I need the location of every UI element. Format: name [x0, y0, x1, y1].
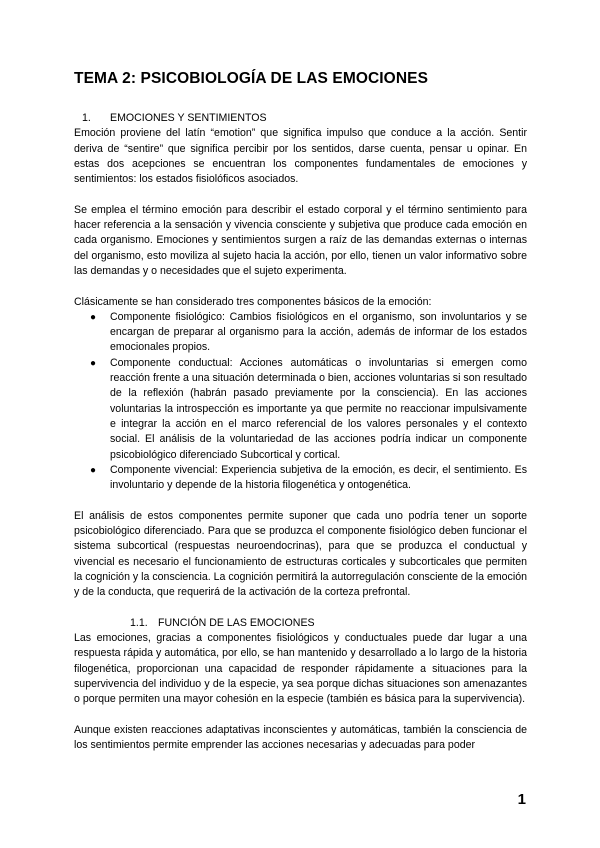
list-item-text: Componente conductual: Acciones automáticas o involuntarias si emergen como reacción frente a una situación determinada o bien, acciones voluntarias si son resultado de la reflexión (habrán pasado previamente por la consciencia). En las acciones voluntarias la introspección es importante ya que permite no reaccionar impulsivamente e integrar la acción en el marco referencial de los valores personales y el contexto social. El análisis de la voluntariedad de las acciones podría indicar un componente psicobiológico diferenciado Subcortical y cortical. [110, 356, 527, 461]
components-list [74, 310, 527, 494]
list-item-text: Componente fisiológico: Cambios fisiológicos en el organismo, son involuntarios y se encargan de preparar al organismo para la acción, además de informar de los estados emocionales propios. [110, 310, 527, 354]
paragraph-adaptive-reactions: Aunque existen reacciones adaptativas inconscientes y automáticas, también la consciencia de los sentimientos permite emprender las acciones necesarias y adecuadas para poder [74, 723, 527, 752]
subsection-title: FUNCIÓN DE LAS EMOCIONES [158, 616, 315, 629]
paragraph-emotion-function: Las emociones, gracias a componentes fisiológicos y conductuales puede dar lugar a una respuesta rápida y automática, por ello, se han mantenido y desarrollado a lo largo de la historia filogenética, proporcionan una capacidad de responder rápidamente a situaciones para la supervivencia del individuo y de la especie, ya sea porque dichas situaciones son amenazantes o porque permiten una mayor cohesión en la especie (también es básica para la supervivencia). [74, 632, 527, 706]
subsection-number: 1.1. [130, 616, 148, 629]
paragraph-emotion-origin: Emoción proviene del latín “emotion” que significa impulso que conduce a la acción. Sentir deriva de “sentire” que significa percibir por los sentidos, darse cuenta, pensar u opinar. En estas dos acepciones se encuentran los componentes fundamentales de emociones y sentimientos: los estados fisiolóficos asociados. [74, 127, 527, 186]
paragraph-emotion-definition: Se emplea el término emoción para describir el estado corporal y el término sentimiento para hacer referencia a la sensación y vivencia consciente y subjetiva que produce cada emoción en cada organismo. Emociones y sentimientos surgen a raíz de las demandas externas o internas del organismo, esto moviliza al sujeto hacia la acción, por ello, tienen un valor informativo sobre las demandas y o necesidades que el sujeto experimenta. [74, 203, 527, 277]
subsection-heading [74, 616, 527, 631]
bullet-icon: ● [90, 311, 97, 323]
document-body [74, 111, 527, 753]
section-heading [74, 111, 527, 126]
bullet-icon: ● [90, 464, 97, 476]
page-number: 1 [517, 791, 526, 808]
list-item [74, 356, 527, 463]
list-item-text: Componente vivencial: Experiencia subjetiva de la emoción, es decir, el sentimiento. Es involuntario y depende de la historia filogenética y ontogenética. [110, 463, 527, 492]
section-title: EMOCIONES Y SENTIMIENTOS [110, 112, 267, 124]
bullet-icon: ● [90, 357, 97, 369]
section-number: 1. [82, 112, 91, 124]
list-item [74, 463, 527, 494]
document-title: TEMA 2: PSICOBIOLOGÍA DE LAS EMOCIONES [74, 70, 429, 87]
paragraph-components-analysis: El análisis de estos componentes permite suponer que cada uno podría tener un soporte psicobiológico diferenciado. Para que se produzca el componente fisiológico deben funcionar el sistema subcortical (respuestas neuroendocrinas), para que se produzca el conductual y vivencial es necesario el funcionamiento de estructuras corticales y subcorticales que permiten la cognición y la consciencia. La cognición permitirá la autorregulación consciente de la emoción y de la conducta, que requerirá de la activación de la corteza prefrontal. [74, 509, 527, 599]
list-item [74, 310, 527, 356]
paragraph-components-intro: Clásicamente se han considerado tres componentes básicos de la emoción: [74, 295, 432, 308]
